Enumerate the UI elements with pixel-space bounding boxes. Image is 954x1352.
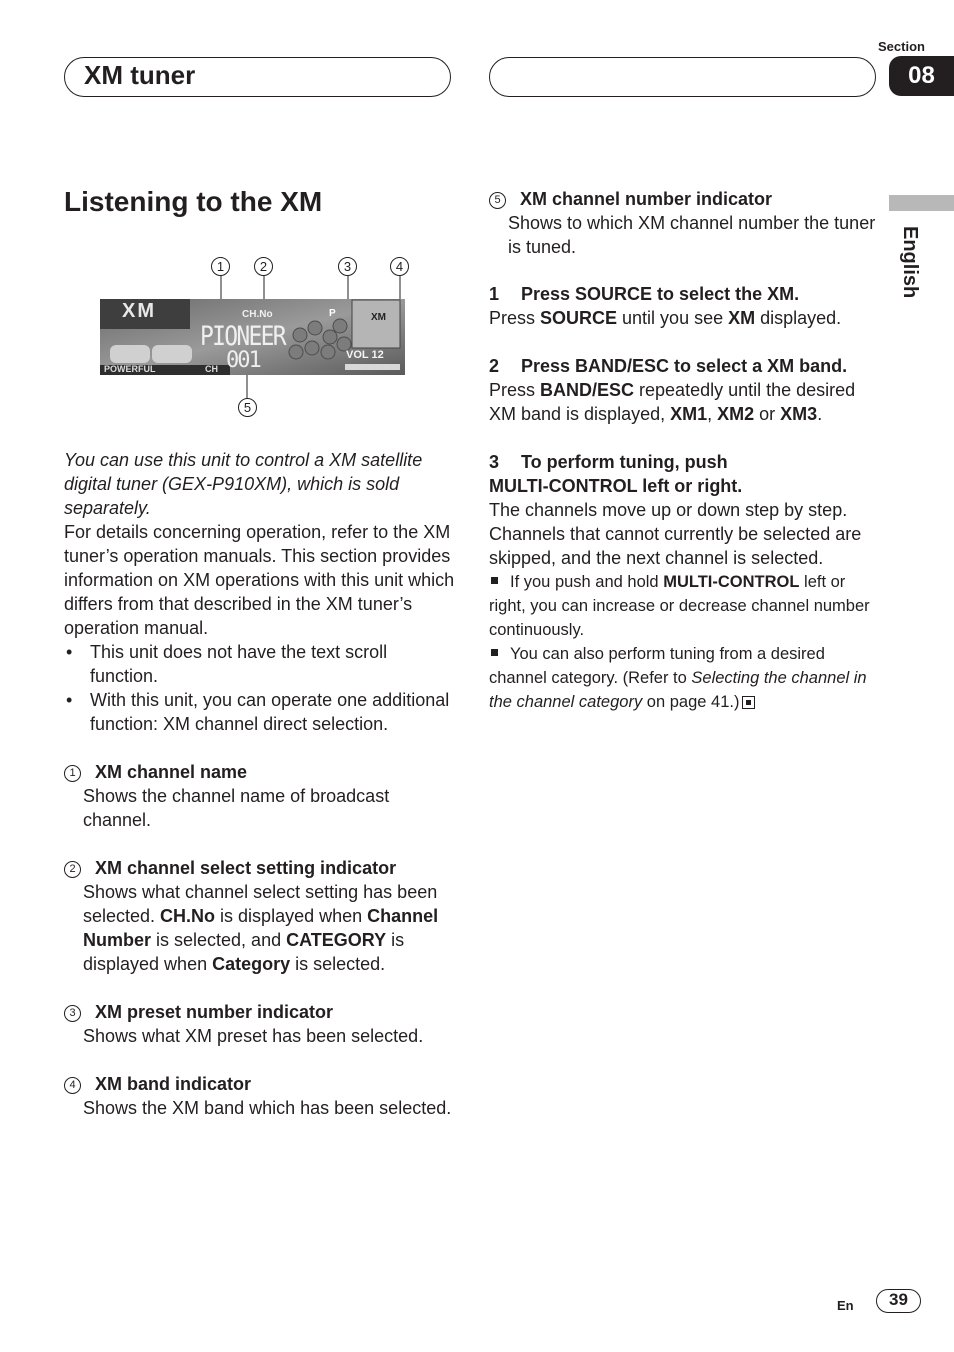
display-power: POWERFUL xyxy=(104,364,156,374)
legend-desc: Shows what channel select setting has been selected. CH.No is displayed when Channel Number is selected, and CATEGORY is displayed when Category is selected. xyxy=(83,882,439,974)
legend-desc: Shows the XM band which has been selected. xyxy=(83,1098,452,1118)
legend-desc: Shows to which XM channel number the tuner is tuned. xyxy=(508,213,876,257)
square-bullet-icon xyxy=(491,649,498,656)
step-1 xyxy=(489,282,879,330)
display-brand: PIONEER xyxy=(200,321,285,352)
legend-item-3 xyxy=(64,1000,456,1048)
step-body: The channels move up or down step by step. Channels that cannot currently be selected are skipped, and the next channel is selected. xyxy=(489,500,862,568)
left-column xyxy=(64,448,456,1120)
legend-title: XM band indicator xyxy=(95,1074,252,1094)
page-number: 39 xyxy=(876,1289,921,1313)
square-bullet-icon xyxy=(491,577,498,584)
step-title: Press SOURCE to select the XM. xyxy=(521,284,800,304)
section-number: 08 xyxy=(889,56,954,96)
callout-3: 3 xyxy=(338,257,357,276)
display-band: XM xyxy=(371,312,386,323)
legend-desc: Shows the channel name of broadcast channel. xyxy=(83,786,390,830)
display-ch: CH xyxy=(205,364,218,374)
page-title: Listening to the XM xyxy=(64,186,323,217)
display-channel-indicator: CH.No xyxy=(242,309,273,320)
legend-num: 2 xyxy=(64,861,81,878)
step-num: 1 xyxy=(489,284,500,304)
callout-1: 1 xyxy=(211,257,230,276)
step-note: You can also perform tuning from a desired channel category. (Refer to Selecting the channel in the channel category on page 41.) xyxy=(489,645,867,711)
intro-paragraph: For details concerning operation, refer to the XM tuner’s operation manuals. This section provides information on XM operations with this unit which differs from that described in the XM tuner’s operation manual. xyxy=(64,522,455,638)
legend-title: XM channel select setting indicator xyxy=(95,858,397,878)
legend-num: 3 xyxy=(64,1005,81,1022)
step-num: 3 xyxy=(489,452,500,472)
intro-italic: You can use this unit to control a XM satellite digital tuner (GEX-P910XM), which is sold separately. xyxy=(64,450,423,518)
step-title-line1: To perform tuning, push xyxy=(521,452,728,472)
legend-item-2 xyxy=(64,856,456,976)
legend-num: 1 xyxy=(64,765,81,782)
step-body: Press SOURCE until you see XM displayed. xyxy=(489,308,842,328)
display-volume: VOL 12 xyxy=(346,349,384,361)
step-title-line2: MULTI-CONTROL left or right. xyxy=(489,476,743,496)
step-num: 2 xyxy=(489,356,500,376)
display-preset: P xyxy=(329,308,336,319)
legend-desc: Shows what XM preset has been selected. xyxy=(83,1026,424,1046)
section-label: Section xyxy=(878,39,925,54)
step-2 xyxy=(489,354,879,426)
legend-item-1 xyxy=(64,760,456,832)
intro-bullet: • This unit does not have the text scroll function. xyxy=(64,640,456,688)
language-label: English xyxy=(899,226,921,299)
display-channel-number: 001 xyxy=(226,348,260,373)
display-mode-text: XM xyxy=(122,300,156,322)
legend-num: 4 xyxy=(64,1077,81,1094)
end-mark-icon xyxy=(742,696,755,709)
intro-bullet: • With this unit, you can operate one additional function: XM channel direct selection. xyxy=(64,688,456,736)
step-title: Press BAND/ESC to select a XM band. xyxy=(521,356,848,376)
right-column xyxy=(489,187,879,714)
legend-item-4 xyxy=(64,1072,456,1120)
legend-title: XM channel number indicator xyxy=(520,189,773,209)
legend-num: 5 xyxy=(489,192,506,209)
callout-2: 2 xyxy=(254,257,273,276)
step-note: If you push and hold MULTI-CONTROL left or right, you can increase or decrease channel number continuously. xyxy=(489,573,870,639)
chapter-title: XM tuner xyxy=(84,60,196,90)
footer-lang: En xyxy=(837,1298,854,1313)
step-body: Press BAND/ESC repeatedly until the desired XM band is displayed, XM1, XM2 or XM3. xyxy=(489,380,856,424)
legend-item-5 xyxy=(489,187,879,259)
step-3 xyxy=(489,450,879,714)
legend-title: XM channel name xyxy=(95,762,248,782)
callout-4: 4 xyxy=(390,257,409,276)
legend-title: XM preset number indicator xyxy=(95,1002,334,1022)
callout-5: 5 xyxy=(238,398,257,417)
